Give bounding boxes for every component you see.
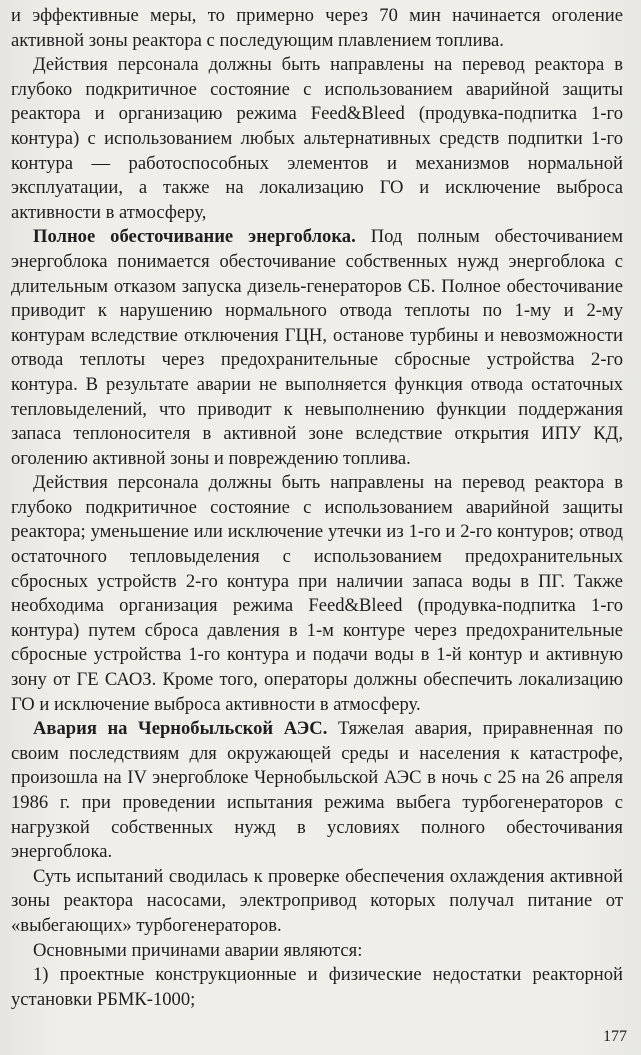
page-number: 177: [603, 1028, 627, 1045]
run-in-heading: Полное обесточивание энергоблока.: [33, 226, 356, 248]
paragraph-text: Суть испытаний сводилась к проверке обеспечения охлаждения активной зоны реактора насосами, электропривод которых получал питание от «выбегающих» турбогенераторов.: [11, 865, 623, 936]
paragraph-text: Действия персонала должны быть направлены на перевод реактора в глубоко подкритичное состояние с использованием аварийной защиты реактора и организацию режима Feed&Bleed (продувка-подпитка 1-го контура) с использованием любых альтернативных средств подпитки 1-го контура — работоспособных элементов и механизмов нормальной эксплуатации, а также на локализацию ГО и исключение выброса активности в атмосферу,: [11, 54, 623, 223]
paragraph-text: Основными причинами аварии являются:: [33, 939, 363, 961]
paragraph: [11, 53, 623, 225]
paragraph-text: 1) проектные конструкционные и физические недостатки реакторной установки РБМК-1000;: [11, 964, 623, 1010]
paragraph-text: Под полным обесточиванием энергоблока понимается обесточивание собственных нужд энергоблока с длительным отказом запуска дизель-генераторов СБ. Полное обесточивание приводит к нарушению нормального отвода теплоты по 1-му и 2-му контурам вследствие отключения ГЦН, останове турбины и невозможности отвода теплоты через предохранительные сбросные устройства 2-го контура. В результате аварии не выполняется функция отвода остаточных тепловыделений, что приводит к невыполнению функции поддержания запаса теплоносителя в активной зоне вследствие открытия ИПУ КД, оголению активной зоны и повреждению топлива.: [11, 226, 623, 469]
run-in-heading: Авария на Чернобыльской АЭС.: [33, 718, 328, 740]
body-text: [11, 4, 623, 1012]
paragraph-section-chernobyl: [11, 717, 623, 865]
paragraph-text: и эффективные меры, то примерно через 70 мин начинается оголение активной зоны реактора с последующим плавлением топлива.: [11, 5, 623, 51]
paragraph-continuation: [11, 4, 623, 53]
paragraph-section-blackout: [11, 225, 623, 471]
paragraph: [11, 939, 623, 964]
paragraph-text: Тяжелая авария, приравненная по своим последствиям для окружающей среды и населения к катастрофе, произошла на IV энергоблоке Чернобыльской АЭС в ночь с 25 на 26 апреля 1986 г. при проведении испытания режима выбега турбогенераторов с нагрузкой собственных нужд в условиях полного обесточивания энергоблока.: [11, 718, 624, 863]
list-item: [11, 963, 623, 1012]
paragraph: [11, 865, 623, 939]
paragraph-text: Действия персонала должны быть направлены на перевод реактора в глубоко подкритичное состояние с использованием аварийной защиты реактора; уменьшение или исключение утечки из 1-го и 2-го контуров; отвод остаточного тепловыделения с использованием предохранительных сбросных устройств 2-го контура при наличии запаса воды в ПГ. Также необходима организация режима Feed&Bleed (продувка-подпитка 1-го контура) путем сброса давления в 1-м контуре через предохранительные сбросные устройства 1-го контура и подачи воды в 1-й контур и активную зону от ГЕ САОЗ. Кроме того, операторы должны обеспечить локализацию ГО и исключение выброса активности в атмосферу.: [11, 472, 623, 715]
paragraph: [11, 471, 623, 717]
